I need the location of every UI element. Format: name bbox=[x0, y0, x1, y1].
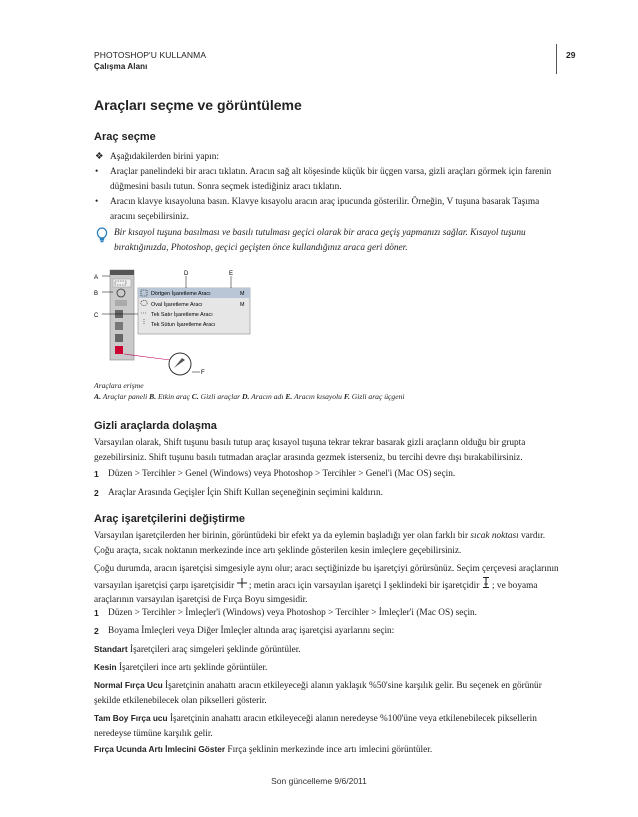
header-divider bbox=[556, 44, 557, 74]
step-item bbox=[94, 624, 564, 639]
step-text: Düzen > Tercihler > Genel (Windows) veya Photoshop > Tercihler > Genel'i (Mac OS) seçin. bbox=[108, 469, 456, 479]
page-number: 29 bbox=[566, 50, 576, 60]
menu-item-oval-marquee: Oval İşaretleme Aracı bbox=[151, 302, 203, 308]
option-term: Fırça Ucunda Artı İmlecini Göster bbox=[94, 744, 226, 754]
option-definition bbox=[94, 711, 564, 741]
step-item bbox=[94, 467, 564, 482]
caption-letter: C. bbox=[191, 392, 199, 401]
step-number: 2 bbox=[94, 488, 99, 498]
paragraph-text: Çoğu durumda, aracın işaretçisi simgesiyle aynı olur; aracı seçtiğinizde bu işaretçiyi görürsünüz. Seçim çerçevesi araçlarının varsayılan işaretçisi çarpı işaretçisidir bbox=[94, 564, 559, 591]
paragraph: Varsayılan olarak, Shift tuşunu basılı tutup araç kısayol tuşuna tekrar tekrar basarak gizli araçların olduğu bir grupta gezebilirsiniz. Shift tuşunu basılı tutmadan araçlar arasında gezmek isterseniz, bu tercihi devre dışı bırakabilirsiniz. bbox=[94, 438, 526, 463]
caption-legend bbox=[94, 391, 564, 402]
tip-text: Bir kısayol tuşuna basılması ve basılı tutulması geçici olarak bir araca geçiş yapmanızı sağlar. Kısayol tuşunu bıraktığınızda, Photoshop, geçici geçişten önce kullandığınız araca geri döner. bbox=[114, 228, 526, 253]
caption-item: Etkin araç bbox=[158, 392, 190, 401]
callout-d: D bbox=[184, 271, 189, 277]
section-heading-hidden-tools: Gizli araçlarda dolaşma bbox=[94, 420, 217, 432]
lightbulb-icon bbox=[96, 227, 108, 249]
callout-a: A bbox=[94, 275, 99, 281]
caption-item: Aracın kısayolu bbox=[294, 392, 342, 401]
bullet-icon: • bbox=[95, 197, 99, 207]
option-desc: Fırça şeklinin merkezinde ince artı imlecini görüntüler. bbox=[227, 745, 433, 755]
option-definition bbox=[94, 642, 564, 658]
paragraph bbox=[94, 529, 564, 558]
menu-item-rect-marquee: Dörtgen İşaretleme Aracı bbox=[151, 291, 211, 297]
option-term: Normal Fırça Ucu bbox=[94, 680, 163, 690]
menu-item-column-marquee: Tek Sütun İşaretleme Aracı bbox=[151, 322, 216, 328]
paragraph-text: Varsayılan işaretçilerden her birinin, görüntüdeki bir efekt ya da eylemin başladığı yer olan farklı bir bbox=[94, 531, 469, 541]
diamond-bullet-icon: ❖ bbox=[95, 152, 104, 162]
intro-line bbox=[94, 150, 564, 165]
caption-letter: B. bbox=[149, 392, 157, 401]
callout-f: F bbox=[201, 370, 205, 376]
menu-key-m: M bbox=[240, 302, 245, 308]
bullet-icon: • bbox=[95, 167, 99, 177]
section-heading-select-tool: Araç seçme bbox=[94, 131, 156, 143]
intro-text: Aşağıdakilerden birini yapın: bbox=[110, 152, 219, 162]
step-item bbox=[94, 606, 564, 621]
menu-item-row-marquee: Tek Satır İşaretleme Aracı bbox=[151, 312, 213, 318]
step-item bbox=[94, 486, 564, 501]
page-footer: Son güncelleme 9/6/2011 bbox=[271, 776, 367, 786]
option-desc: İşaretçileri ince artı şeklinde görüntüler. bbox=[118, 663, 268, 673]
option-definition bbox=[94, 660, 564, 676]
step-text: Düzen > Tercihler > İmleçler'i (Windows) veya Photoshop > Tercihler > İmleçler'i (Mac OS) seçin. bbox=[108, 608, 478, 618]
header-title: PHOTOSHOP'U KULLANMA bbox=[94, 50, 207, 60]
callout-c: C bbox=[94, 313, 99, 319]
bullet-item bbox=[94, 165, 564, 194]
caption-item: Aracın adı bbox=[251, 392, 284, 401]
page-title: Araçları seçme ve görüntüleme bbox=[94, 97, 302, 113]
bullet-text: Araçlar panelindeki bir aracı tıklatın. Aracın sağ alt köşesinde küçük bir üçgen varsa, gizli araçları görmek için farenin düğmesini basılı tutun. Sonra seçmek istediğiniz aracı tıklatın. bbox=[110, 167, 552, 192]
step-text: Araçlar Arasında Geçişler İçin Shift Kullan seçeneğinin seçimini kaldırın. bbox=[108, 488, 383, 498]
bullet-text: Aracın klavye kısayoluna basın. Klavye kısayolu aracın araç ipucunda gösterilir. Örneğin, V tuşuna basarak Taşıma aracını seçebilirsiniz. bbox=[110, 197, 540, 222]
option-desc: İşaretçinin anahattı aracın etkileyeceği alanın yaklaşık %50'sine karşılık gelir. Bu seçenek en görünür şekilde etkilenebilecek olan pikselleri gösterir. bbox=[94, 681, 542, 706]
menu-key-m: M bbox=[240, 291, 245, 297]
tools-panel-figure bbox=[94, 268, 254, 378]
step-number: 1 bbox=[94, 608, 99, 618]
option-term: Standart bbox=[94, 644, 128, 654]
step-number: 2 bbox=[94, 626, 99, 636]
paragraph-text: vardır. Çoğu araçta, sıcak noktanın merkezinde ince artı şeklinde gösterilen kesin imleçlere geçebilirsiniz. bbox=[94, 531, 546, 556]
running-header bbox=[94, 50, 206, 71]
emphasis-text: sıcak noktası bbox=[470, 531, 519, 541]
step-number: 1 bbox=[94, 469, 99, 479]
callout-e: E bbox=[229, 271, 234, 277]
figure-caption bbox=[94, 380, 564, 402]
crosshair-icon bbox=[237, 581, 249, 591]
caption-item: Araçlar paneli bbox=[102, 392, 148, 401]
option-desc: İşaretçileri araç simgeleri şeklinde görüntüler. bbox=[129, 645, 301, 655]
step-text: Boyama İmleçleri veya Diğer İmleçler altında araç işaretçisi ayarlarını seçin: bbox=[108, 626, 395, 636]
caption-letter: A. bbox=[94, 392, 101, 401]
callout-b: B bbox=[94, 291, 99, 297]
paragraph bbox=[94, 562, 564, 608]
paragraph-text: ; metin aracı için varsayılan işaretçi I şeklindeki bir işaretçidir bbox=[248, 580, 480, 591]
option-term: Kesin bbox=[94, 662, 117, 672]
caption-letter: D. bbox=[242, 392, 250, 401]
caption-letter: E. bbox=[285, 392, 293, 401]
caption-item: Gizli araç üçgeni bbox=[351, 392, 405, 401]
caption-title: Araçlara erişme bbox=[94, 381, 144, 390]
tip-note bbox=[94, 226, 564, 255]
caption-item: Gizli araçlar bbox=[200, 392, 241, 401]
option-desc: İşaretçinin anahattı aracın etkileyeceği alanın neredeyse %100'üne veya etkilenebilecek piksellerin neredeyse tümüne karşılık gelir. bbox=[94, 714, 537, 739]
bullet-item bbox=[94, 195, 564, 224]
section-heading-tool-pointers: Araç işaretçilerini değiştirme bbox=[94, 513, 246, 525]
caption-letter: F. bbox=[343, 392, 350, 401]
option-definition bbox=[94, 678, 564, 708]
i-beam-icon bbox=[482, 581, 492, 591]
header-subtitle: Çalışma Alanı bbox=[94, 62, 148, 71]
paragraph-text: ; ve boyama araçlarının varsayılan işaretçisi de Fırça Boyu simgesidir. bbox=[94, 580, 538, 606]
option-definition bbox=[94, 742, 564, 758]
option-term: Tam Boy Fırça ucu bbox=[94, 713, 168, 723]
